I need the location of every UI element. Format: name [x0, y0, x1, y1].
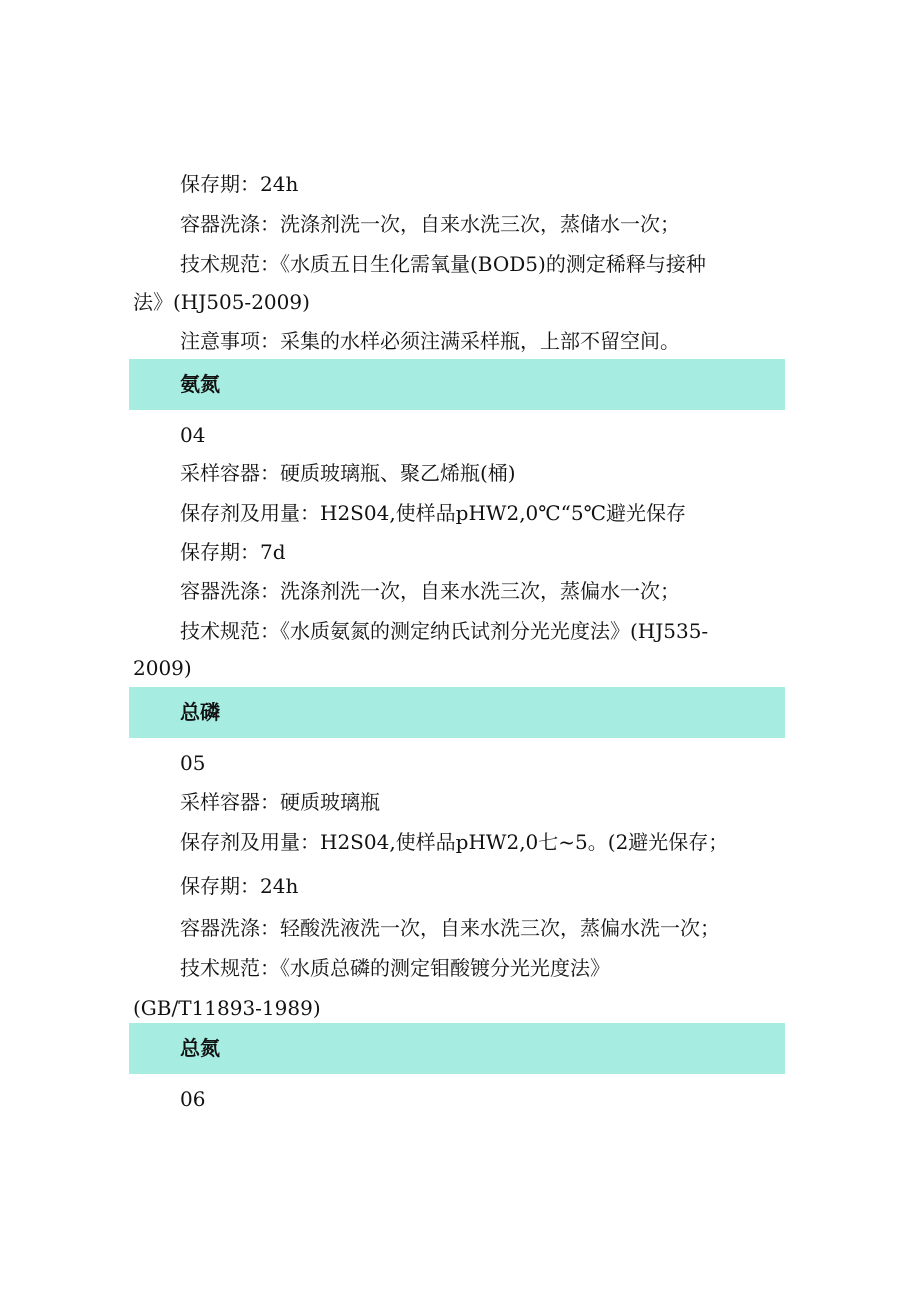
section-heading-band-phosphorus — [129, 687, 785, 738]
ammonia-shelf-life: 保存期：7d — [180, 540, 286, 564]
phosphorus-preservative: 保存剂及用量：H2S04,使样品pHW2,0七~5。(2避光保存； — [180, 830, 729, 854]
ammonia-container: 采样容器：硬质玻璃瓶、聚乙烯瓶(桶) — [180, 461, 516, 485]
section-heading-ammonia: 氨氮 — [180, 372, 220, 396]
bod-shelf-life: 保存期：24h — [180, 172, 299, 196]
ammonia-number: 04 — [180, 423, 206, 447]
section-heading-band-ammonia — [129, 359, 785, 410]
phosphorus-number: 05 — [180, 751, 206, 775]
bod-tech-standard: 技术规范：《水质五日生化需氧量(BOD5)的测定稀释与接种 — [180, 252, 706, 276]
ammonia-tech-standard-cont: 2009) — [133, 656, 192, 680]
ammonia-preservative: 保存剂及用量：H2S04,使样品pHW2,0℃“5℃避光保存 — [180, 501, 686, 525]
phosphorus-shelf-life: 保存期：24h — [180, 874, 299, 898]
bod-notes: 注意事项：采集的水样必须注满采样瓶，上部不留空间。 — [180, 329, 680, 353]
nitrogen-number: 06 — [180, 1087, 206, 1111]
section-heading-nitrogen: 总氮 — [180, 1036, 220, 1060]
phosphorus-tech-standard-cont: (GB/T11893-1989) — [133, 996, 321, 1020]
ammonia-tech-standard: 技术规范：《水质氨氮的测定纳氏试剂分光光度法》(HJ535- — [180, 619, 709, 643]
section-heading-phosphorus: 总磷 — [180, 700, 220, 724]
phosphorus-container-washing: 容器洗涤：轻酸洗液洗一次，自来水洗三次，蒸偏水洗一次； — [180, 916, 720, 940]
phosphorus-container: 采样容器：硬质玻璃瓶 — [180, 790, 380, 814]
bod-container-washing: 容器洗涤：洗涤剂洗一次，自来水洗三次，蒸储水一次； — [180, 212, 680, 236]
bod-tech-standard-cont: 法》(HJ505-2009) — [133, 290, 310, 314]
ammonia-container-washing: 容器洗涤：洗涤剂洗一次，自来水洗三次，蒸偏水一次； — [180, 579, 680, 603]
section-heading-band-nitrogen — [129, 1023, 785, 1074]
phosphorus-tech-standard: 技术规范：《水质总磷的测定钼酸镀分光光度法》 — [180, 956, 610, 980]
